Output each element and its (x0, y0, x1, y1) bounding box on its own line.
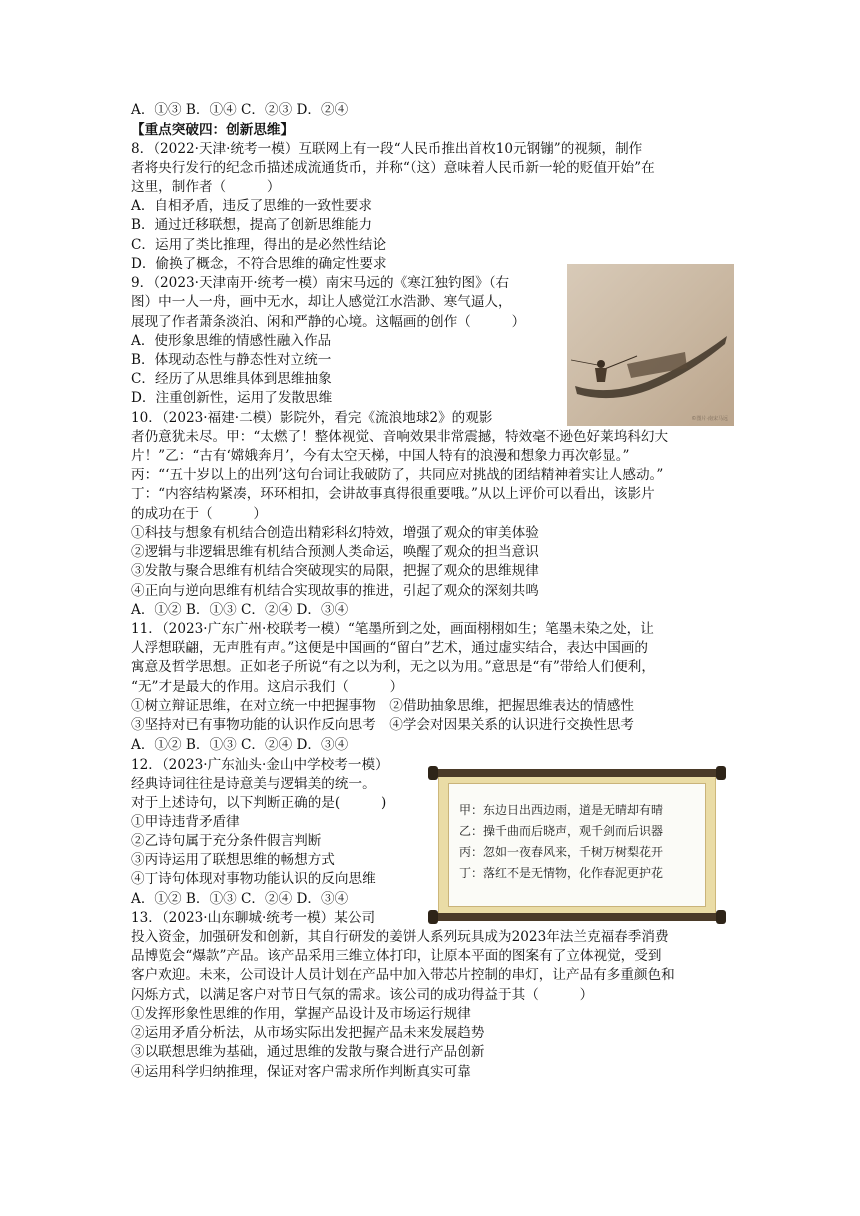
boat-fisherman-illustration (567, 264, 734, 426)
text-line: A．①② B．①③ C．②④ D．③④ (131, 737, 349, 753)
text-line: D．注重创新性，运用了发散思维 (131, 390, 333, 406)
text-line: ①甲诗违背矛盾律 (131, 814, 240, 830)
poem-line: 丁：落红不是无情物，化作春泥更护花 (459, 866, 664, 880)
scroll-knob (428, 910, 438, 924)
scroll-top-rod (432, 769, 722, 777)
text-line: 片！”乙：“古有‘嫦娥奔月’，今有太空天梯，中国人特有的浪漫和想象力再次彰显。” (131, 448, 630, 464)
text-line: ③坚持对已有事物功能的认识作反向思考 ④学会对因果关系的认识进行交换性思考 (131, 717, 634, 733)
text-line: 11．（2023·广东广州·校联考一模）“笔墨所到之处，画面栩栩如生；笔墨未染之处，让 (131, 621, 654, 637)
text-line: 图）中一人一舟，画中无水，却让人感觉江水浩渺、寒气逼人， (131, 294, 512, 310)
text-line: 12．（2023·广东汕头·金山中学校考一模） (131, 757, 389, 773)
text-line: ③发散与聚合思维有机结合突破现实的局限，把握了观众的思维规律 (131, 563, 539, 579)
text-line: 者将央行发行的纪念币描述成流通货币，并称“（这）意味着人民币新一轮的贬值开始”在 (131, 160, 655, 176)
text-line: 丙：“‘五十岁以上的出列’这句台词让我破防了，共同应对挑战的团结精神着实让人感动。” (131, 467, 664, 483)
text-line: 客户欢迎。未来，公司设计人员计划在产品中加入带芯片控制的串灯，让产品有多重颜色和 (131, 967, 675, 983)
text-line: A．①② B．①③ C．②④ D．③④ (131, 891, 349, 907)
text-line: A．①② B．①③ C．②④ D．③④ (131, 602, 349, 618)
text-line: ③以联想思维为基础，通过思维的发散与聚合进行产品创新 (131, 1044, 485, 1060)
text-line: 这里，制作者（ ） (131, 179, 281, 195)
scroll-knob (428, 766, 438, 780)
poem-line: 乙：操千曲而后晓声，观千剑而后识器 (459, 824, 664, 838)
text-line: C．经历了从思维具体到思维抽象 (131, 371, 332, 387)
text-line: ①树立辩证思维，在对立统一中把握事物 ②借助抽象思维，把握思维表达的情感性 (131, 698, 634, 714)
scroll-bottom-rod (432, 913, 722, 921)
text-line: ②乙诗句属于充分条件假言判断 (131, 833, 322, 849)
text-line: 寓意及哲学思想。正如老子所说“有之以为利，无之以为用。”意思是“有”带给人们便利， (131, 659, 655, 675)
text-line: 投入资金，加强研发和创新，其自行研发的姜饼人系列玩具成为2023年法兰克福春季消费 (131, 929, 669, 945)
text-line: A．①③ B．①④ C．②③ D．②④ (131, 102, 349, 118)
text-line: C．运用了类比推理，得出的是必然性结论 (131, 237, 387, 253)
text-line: 8．（2022·天津·统考一模）互联网上有一段“人民币推出首枚10元钢镚”的视频，制作 (131, 141, 643, 157)
text-line: 对于上述诗句，以下判断正确的是( ) (131, 795, 387, 811)
text-line: 者仍意犹未尽。甲：“太燃了！整体视觉、音响效果非常震撼，特效毫不逊色好莱坞科幻大 (131, 429, 669, 445)
cold-river-fishing-painting (567, 264, 734, 426)
text-line: “无”才是最大的作用。这启示我们（ ） (131, 679, 404, 695)
text-line: 品博览会“爆款”产品。该产品采用三维立体打印，让原本平面的图案有了立体视觉，受到 (131, 948, 662, 964)
text-line: 13．（2023·山东聊城·统考一模）某公司 (131, 910, 376, 926)
text-line: 9．（2023·天津南开·统考一模）南宋马远的《寒江独钓图》（右 (131, 275, 510, 291)
text-line: ②逻辑与非逻辑思维有机结合预测人类命运，唤醒了观众的担当意识 (131, 544, 539, 560)
text-line: ①发挥形象性思维的作用，掌握产品设计及市场运行规律 (131, 1006, 471, 1022)
text-line: D．偷换了概念，不符合思维的确定性要求 (131, 256, 387, 272)
text-line: 丁：“内容结构紧凑，环环相扣，会讲故事真得很重要哦。”从以上评价可以看出，该影片 (131, 486, 655, 502)
section-heading: 【重点突破四：创新思维】 (131, 122, 295, 138)
text-line: B．体现动态性与静态性对立统一 (131, 352, 332, 368)
text-line: A．使形象思维的情感性融入作品 (131, 333, 332, 349)
text-line: 的成功在于（ ） (131, 506, 267, 522)
text-line: ④正向与逆向思维有机结合实现故事的推进，引起了观众的深刻共鸣 (131, 583, 539, 599)
painting-credit: ©图片·南宋马远 (691, 416, 728, 422)
text-line: 闪烁方式，以满足客户对节日气氛的需求。该公司的成功得益于其（ ） (131, 987, 594, 1003)
text-line: ②运用矛盾分析法，从市场实际出发把握产品未来发展趋势 (131, 1025, 485, 1041)
text-line: ④运用科学归纳推理，保证对客户需求所作判断真实可靠 (131, 1064, 471, 1080)
text-line: 10．（2023·福建·二模）影院外，看完《流浪地球2》的观影 (131, 410, 493, 426)
poem-line: 丙：忽如一夜春风来，千树万树梨花开 (459, 845, 664, 859)
text-line: ④丁诗句体现对事物功能认识的反向思维 (131, 871, 376, 887)
text-line: ③丙诗运用了联想思维的畅想方式 (131, 852, 335, 868)
text-line: 人浮想联翩，无声胜有声。”这便是中国画的“留白”艺术，通过虚实结合，表达中国画的 (131, 640, 649, 656)
text-line: ①科技与想象有机结合创造出精彩科幻特效，增强了观众的审美体验 (131, 525, 539, 541)
text-line: 经典诗词往往是诗意美与逻辑美的统一。 (131, 776, 376, 792)
text-line: B．通过迁移联想，提高了创新思维能力 (131, 217, 373, 233)
text-line: 展现了作者萧条淡泊、闲和严静的心境。这幅画的创作（ ） (131, 314, 526, 330)
poem-line: 甲：东边日出西边雨，道是无晴却有晴 (459, 803, 664, 817)
scroll-knob (716, 910, 726, 924)
scroll-knob (716, 766, 726, 780)
text-line: A．自相矛盾，违反了思维的一致性要求 (131, 198, 372, 214)
